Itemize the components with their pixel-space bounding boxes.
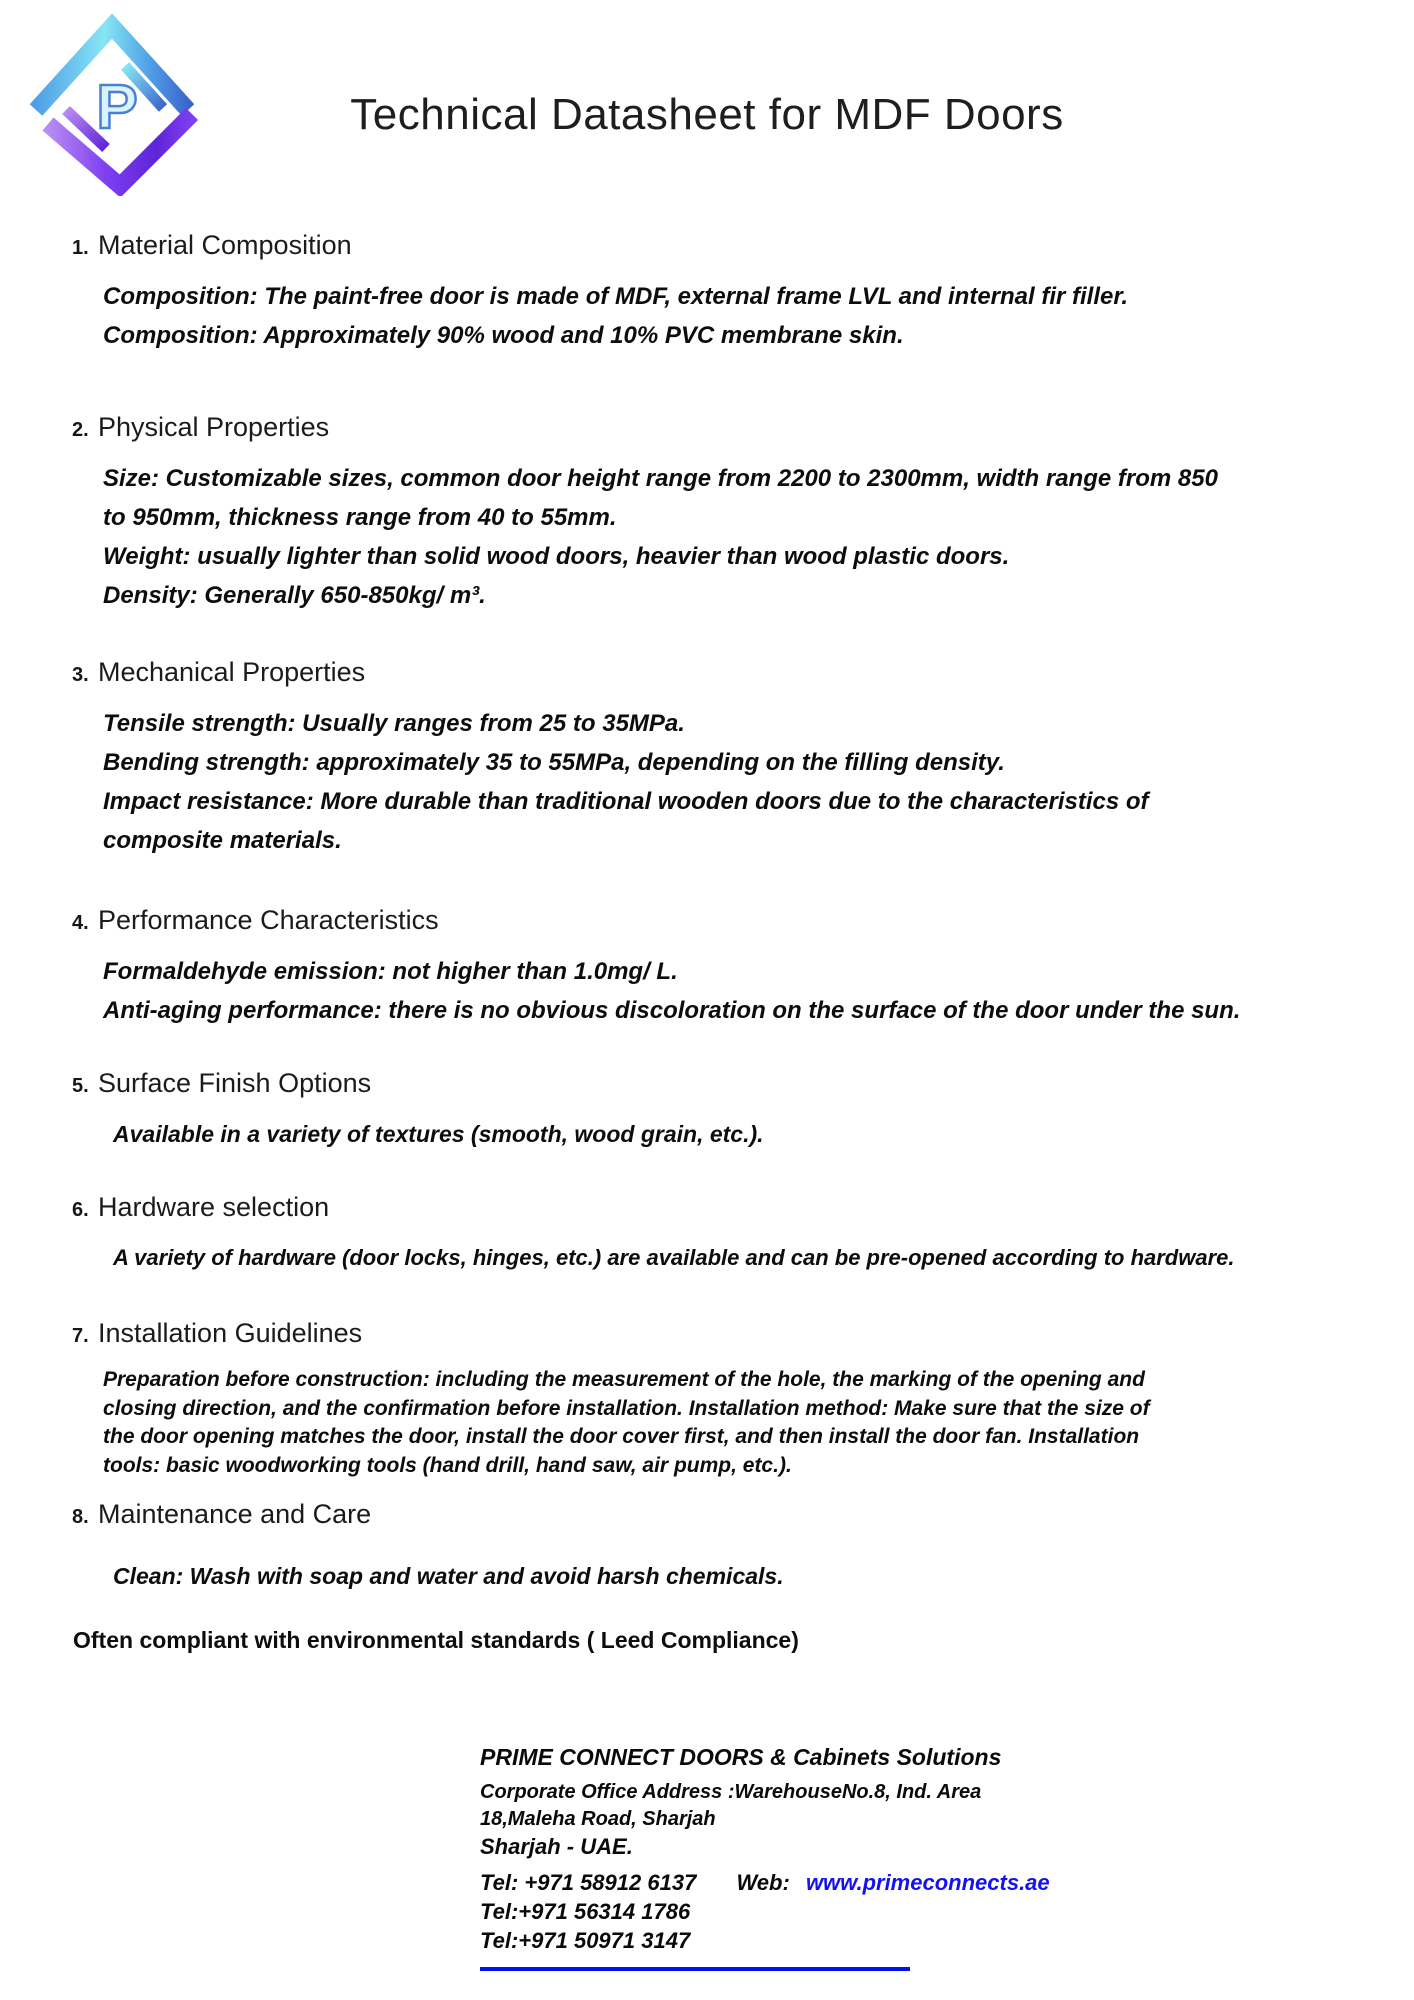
footer-tel-1: Tel: +971 58912 6137 [480,1870,697,1895]
footer-tel-2: Tel:+971 56314 1786 [480,1899,691,1924]
section-number: 1. [72,237,89,259]
footer-company-name: PRIME CONNECT DOORS & Cabinets Solutions [480,1744,1002,1770]
section-number: 2. [72,419,89,441]
footer-web-label: Web: [736,1870,790,1895]
section-body-line: tools: basic woodworking tools (hand drill, hand saw, air pump, etc.). [103,1453,792,1477]
section-body [103,277,1402,355]
section-body [113,1557,1402,1596]
section-heading: Surface Finish Options [98,1068,372,1098]
page-title: Technical Datasheet for MDF Doors [350,90,1064,139]
section-heading-row [72,1497,1402,1531]
compliance-note: Often compliant with environmental standards ( Leed Compliance) [73,1627,799,1653]
section-body [113,1115,1402,1154]
section-number: 8. [72,1506,89,1528]
section [72,903,1402,1030]
section-body [103,1366,1402,1480]
section-body-line: Composition: The paint-free door is made of MDF, external frame LVL and internal fir filler. [103,283,1129,310]
section-body [113,1239,1402,1277]
section-body-line: Available in a variety of textures (smooth, wood grain, etc.). [113,1121,764,1147]
section [72,410,1402,615]
section [72,1190,1402,1277]
section [72,655,1402,860]
footer-address-line-1: Corporate Office Address :WarehouseNo.8, Ind. Area [480,1781,982,1803]
section-body-line: Size: Customizable sizes, common door height range from 2200 to 2300mm, width range from 850 [103,465,1218,492]
section-number: 6. [72,1199,89,1221]
footer-tel-3: Tel:+971 50971 3147 [480,1928,691,1953]
footer-divider-rule [480,1967,910,1971]
section-body-line: Tensile strength: Usually ranges from 25 to 35MPa. [103,710,685,737]
section-body-line: Density: Generally 650-850kg/ m³. [103,582,486,609]
section-heading-row [72,903,1402,937]
section-number: 5. [72,1075,89,1097]
section-body-line: Anti-aging performance: there is no obvious discoloration on the surface of the door under the sun. [103,997,1241,1024]
section-heading-row [72,1190,1402,1224]
section-number: 7. [72,1325,89,1347]
section-body-line: closing direction, and the confirmation before installation. Installation method: Make sure that the size of [103,1396,1150,1420]
section-body-line: Impact resistance: More durable than traditional wooden doors due to the characteristics of [103,788,1149,815]
section-heading: Material Composition [98,230,352,260]
section-body-line: Preparation before construction: including the measurement of the hole, the marking of the opening and [103,1368,1145,1391]
footer-block [480,1742,1180,1971]
section-heading: Installation Guidelines [98,1318,363,1348]
section [72,1066,1402,1154]
section-heading: Physical Properties [98,412,330,442]
footer-website-link[interactable]: www.primeconnects.ae [805,1870,1050,1895]
section-number: 4. [72,912,89,934]
section-heading: Maintenance and Care [98,1499,372,1529]
section-body-line: Weight: usually lighter than solid wood doors, heavier than wood plastic doors. [103,543,1010,570]
section-heading: Hardware selection [98,1192,330,1222]
section-heading-row [72,1066,1402,1100]
section-heading-row [72,228,1402,262]
section-heading-row [72,1316,1402,1350]
section-number: 3. [72,664,89,686]
section-body-line: composite materials. [103,827,342,854]
section [72,1316,1402,1480]
section-body [103,459,1402,615]
section-body [103,704,1402,860]
footer-address-line-3: Sharjah - UAE. [480,1834,633,1859]
section-body-line: A variety of hardware (door locks, hinges, etc.) are available and can be pre-opened according to hardware. [113,1245,1235,1270]
section-body-line: Formaldehyde emission: not higher than 1.0mg/ L. [103,958,678,985]
section-body-line: Clean: Wash with soap and water and avoid harsh chemicals. [113,1563,784,1589]
section-body-line: Composition: Approximately 90% wood and 10% PVC membrane skin. [103,322,904,349]
section-body [103,952,1402,1030]
section-heading: Mechanical Properties [98,657,366,687]
section-body-line: the door opening matches the door, install the door cover first, and then install the door fan. Installation [103,1425,1140,1448]
section-heading: Performance Characteristics [98,905,439,935]
section-body-line: Bending strength: approximately 35 to 55MPa, depending on the filling density. [103,749,1005,776]
section-heading-row [72,655,1402,689]
section [72,1497,1402,1596]
footer-address-line-2: 18,Maleha Road, Sharjah [480,1807,716,1830]
logo-letter-p: P [96,73,138,142]
section [72,228,1402,355]
footer-tel-web-row [480,1868,1180,1897]
section-heading-row [72,410,1402,444]
section-body-line: to 950mm, thickness range from 40 to 55mm. [103,504,617,531]
